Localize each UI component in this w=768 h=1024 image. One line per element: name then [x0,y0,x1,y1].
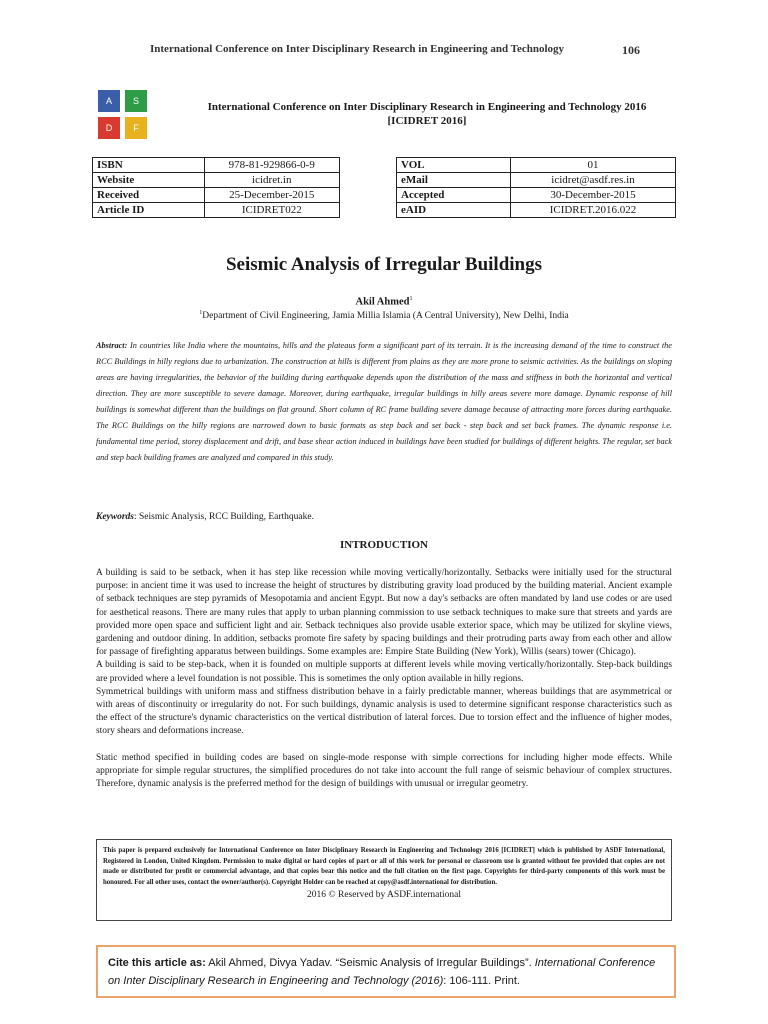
meta-key: Article ID [93,203,205,218]
introduction-body [96,567,672,791]
conference-heading [180,100,674,128]
citation-pages: : 106-111. Print. [443,975,520,987]
meta-value: icidret.in [204,173,339,188]
logo-cell-a: A [98,90,120,112]
meta-value: icidret@asdf.res.in [511,173,676,188]
meta-row-received [93,188,340,203]
intro-paragraph: A building is said to be step-back, when it is founded on multiple supports at different levels while moving vertically/horizontally. Step-back buildings are provided where a level foundation is not possible. This is sometimes the only option available in hilly regions. [96,660,672,684]
meta-value: 978-81-929866-0-9 [204,158,339,173]
abstract-label: Abstract: [96,341,128,350]
citation-authors: Akil Ahmed, Divya Yadav. “Seismic Analysis of Irregular Buildings”. [205,957,535,969]
intro-paragraph: Static method specified in building codes are based on single-mode response with simple corrections for including higher mode effects. While appropriate for simple regular structures, the simplified procedures do not take into account the full range of seismic behaviour of complex structures. Therefore, dynamic analysis is the preferred method for the design of buildings with unusual or irregular geometry. [96,752,672,790]
meta-row-eaid [397,203,676,218]
citation-venue: International Conference on Inter Disciplinary Research in Engineering and Technology (2016) [108,957,656,987]
meta-value: 01 [511,158,676,173]
keywords-label: Keywords [96,512,134,522]
conference-name: International Conference on Inter Disciplinary Research in Engineering and Technology 2016 [207,101,647,113]
meta-key: VOL [397,158,511,173]
article-meta-right [396,157,676,218]
running-title: International Conference on Inter Disciplinary Research in Engineering and Technology [150,43,565,55]
affiliation-line [0,310,768,321]
logo-cell-d: D [98,117,120,139]
citation-label: Cite this article as: [108,957,206,969]
running-header [0,43,768,59]
author-name: Akil Ahmed [355,296,410,308]
meta-row-isbn [93,158,340,173]
affiliation: Department of Civil Engineering, Jamia Millia Islamia (A Central University), New Delhi, India [202,311,569,322]
meta-value: 25-December-2015 [204,188,339,203]
conference-acronym: [ICIDRET 2016] [387,115,467,127]
abstract-text: In countries like India where the mountains, hills and the plateaus form a significant part of its terrain. It is the increasing demand of the time to construct the RCC Buildings in hilly regions due to urbanization. The construction at hills is different from plains as they are more prone to seismic activities. As the buildings on sloping areas are having irregularities, the behavior of the building during earthquake depends upon the distribution of the mass and stiffness in both the horizontal and vertical direction. They are more susceptible to severe damage. Moreover, during earthquake, irregular buildings in hilly areas severe more damage. Dynamic response of hill buildings is somewhat different than the buildings on flat ground. Short column of RC frame building severe damage because of attracting more forces during earthquake. The RCC Buildings on the hilly regions are narrowed down to basic formats as step back and set back - step back and set back frames. The dynamic response i.e. fundamental time period, storey displacement and drift, and base shear action induced in buildings have been studied for buildings of different heights. The regular, set back and step back building frames are analyzed and compared in this study. [96,341,672,462]
citation-box [96,945,676,998]
logo-cell-f: F [125,117,147,139]
meta-value: ICIDRET022 [204,203,339,218]
meta-key: eAID [397,203,511,218]
meta-row-accepted [397,188,676,203]
meta-key: Accepted [397,188,511,203]
meta-value: 30-December-2015 [511,188,676,203]
meta-row-website [93,173,340,188]
copyright-notice [96,839,672,921]
meta-row-vol [397,158,676,173]
keywords [96,512,672,522]
abstract [96,338,672,466]
page-number: 106 [622,43,640,57]
copyright-text: This paper is prepared exclusively for International Conference on Inter Disciplinary Research in Engineering and Technology 2016 [ICIDRET] which is published by ASDF International, Registered in London, United Kingdom. Permission to make digital or hard copies of part or all of this work for personal or classroom use is granted without fee provided that copies are not made or distributed for profit or commercial advantage, and that copies bear this notice and the full citation on the first page. Copyrights for third-party components of this work must be honoured. For all other uses, contact the owner/author(s). Copyright Holder can be reached at copy@asdf.international for distribution. [103,847,665,886]
meta-key: ISBN [93,158,205,173]
asdf-logo [98,90,150,140]
meta-key: eMail [397,173,511,188]
logo-cell-s: S [125,90,147,112]
author-line [0,296,768,308]
meta-key: Received [93,188,205,203]
affiliation-superscript: 1 [199,310,203,316]
keywords-text: : Seismic Analysis, RCC Building, Earthquake. [134,512,314,522]
copyright-footer: 2016 © Reserved by ASDF.international [307,890,461,901]
section-heading-introduction: INTRODUCTION [339,539,428,551]
meta-row-article-id [93,203,340,218]
intro-paragraph: A building is said to be setback, when it has step like recession while moving vertically/horizontally. Setbacks were initially used for the structural purpose: in ancient time it was used to increase the height of structures by distributing gravity load produced by the building material. Ancient example of setback techniques are step pyramids of Mesopotamia and ancient Egypt. But now a day's setbacks are often mandated by land use codes or are used for aesthetical reasons. There are many rules that apply to urban planning commission to use setback techniques to make sure that streets and yards are provided more open space and sufficient light and air. Setback techniques also provide usable exterior space, which may be utilized for skyline views, gardening and outdoor dining. In addition, setbacks promote fire safety by spacing buildings and their protruding parts away from each other and allow for passage of firefighting apparatus between buildings. Some examples are: Empire State Building (New York), Willis (sears) tower (Chicago). [96,568,672,658]
meta-key: Website [93,173,205,188]
meta-value: ICIDRET.2016.022 [511,203,676,218]
author-superscript: 1 [409,296,413,302]
intro-paragraph: Symmetrical buildings with uniform mass and stiffness distribution behave in a fairly predictable manner, whereas buildings that are asymmetrical or with areas of discontinuity or irregularity do not. For such buildings, dynamic analysis is used to determine significant response characteristics such as the effect of the structure's dynamic characteristics on the vertical distribution of lateral forces. Due to torsion effect and the influence of higher modes, story shears and deformations increase. [96,686,672,737]
paper-title: Seismic Analysis of Irregular Buildings [225,254,542,275]
meta-row-email [397,173,676,188]
article-meta-left [92,157,340,218]
